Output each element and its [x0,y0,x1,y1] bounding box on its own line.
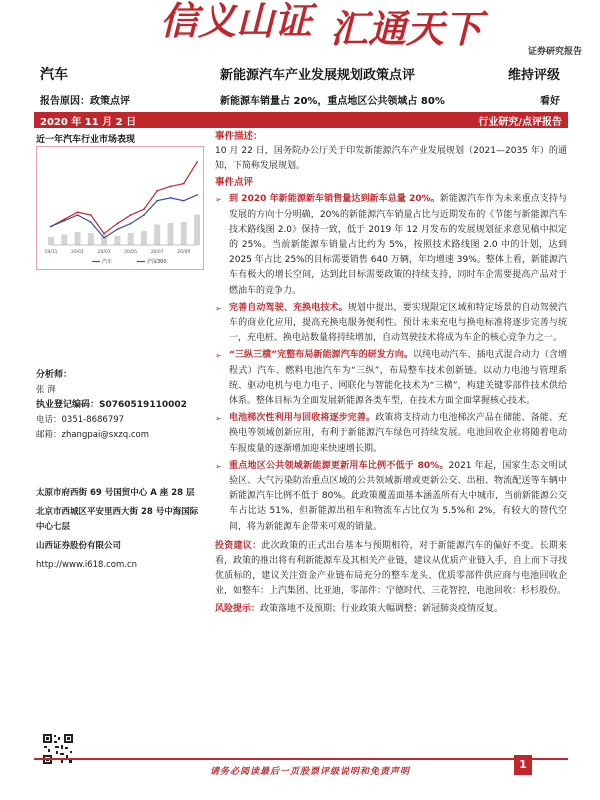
bullet-5-text: 2021 年起，国家生态文明试验区、大气污染防治重点区域的公共领域新增或更新公交、出租、物流配送等车辆中新能源汽车比例不低于 80%。此政策覆盖面基本涵盖所有大中城市，当前新能源公交车占比达 51%，但新能源出租车和物流车占比仅为 5.5%和 2%，有较大的替代空间，将为新能源车企带来可观的销量。 [229,460,567,532]
data-point [77,211,79,213]
bullet-4-text: 政策将支持动力电池梯次产品在储能、备能、充换电等领域创新应用，有利于新能源汽车绿色可持续发展。电池回收企业将随着电动车报废量的逐渐增加迎来快速增长期。 [229,413,567,454]
data-point [183,183,185,185]
bullet-2-text: 规划中提出，要实现限定区域和特定场景的自动驾驶汽车的商业化应用，提高充换电服务便利性。预计未来充电与换电标准将逐步完善与统一，充电桩、换电站数量将持续增加，自动驾驶技术将成为车企的核心竞争力之一。 [229,302,567,344]
comment-heading: 事件点评 [215,177,254,189]
data-point [103,237,105,239]
qr-code-icon [42,733,74,765]
volume-bar [88,233,94,245]
view: 看好 [540,96,560,107]
rating: 维持评级 [507,68,560,83]
report-type: 证券研究报告 [527,47,582,57]
report-title: 新能源汽车产业发展规划政策点评 [220,68,416,83]
data-point [170,186,172,188]
volume-bar [75,232,81,245]
arrow-icon: ➢ [215,461,222,471]
volume-bar [154,225,160,246]
phone: 电话：0351-8686797 [36,415,125,425]
x-tick-label: 20/07 [150,250,164,255]
bullet-1-text: 新能源汽车作为未来重点支持与发展的方向十分明确，20%的新能源汽车销量占比与近期发布的《节能与新能源汽车技术路线图 2.0》保持一致，低于 2019 年 12 月发布的发展规划征求意见稿中拟定的 25%。当前新能源车销量占比约为 5%，按照技术路线图 2.0 中的计划，达到 2025 年占比 25%的目标需要销售 640 万辆，年均增速 39%。整体上看，新能源汽车有极大的增长空间，达到此目标需要政策的持续支持，同时车企需要提高产品对于燃油车的竞争力。 [229,194,567,296]
series-line-0 [51,162,197,233]
bullet-3 [215,348,567,409]
volume-bar [194,215,200,246]
investment-advice [215,539,567,600]
data-point [116,228,118,230]
bullet-5-title: 重点地区公共领域新能源更新用车比例不低于 80%。 [229,460,449,471]
data-point [196,194,198,196]
data-point [156,190,158,192]
data-point [170,197,172,199]
legend-label: 汽车 [102,259,113,265]
data-point [196,161,198,163]
bullet-2-title: 完善自动驾驶、充换电技术。 [229,302,348,313]
analyst-info [36,368,204,443]
data-point [63,220,65,222]
x-tick-label: 20/01 [71,250,85,255]
bullet-1 [215,192,567,298]
event-text: 10 月 22 日，国务院办公厅关于印发新能源汽车产业发展规划（2021—2035 年）的通知，下简称发展规划。 [215,146,567,172]
invest-text: 此次政策的正式出台基本与预期相符，对于新能源汽车的偏好不变。长期来看，政策的推出将有利新能源车及其相关产业链，建议从优质产业链入手，自上而下寻找优质标的，建议关注资金产业链布局充分的整车龙头、优质零部件供应商与电池回收企业，如整车：上汽集团、比亚迪，零部件：宁德时代、三花智控，电池回收：杉杉股份。 [215,540,567,597]
arrow-icon: ➢ [215,414,222,424]
x-tick-label: 19/11 [44,250,58,255]
report-subtitle: 新能源车销量占 20%，重点地区公共领域占 80% [220,96,445,107]
header-row-2 [40,92,560,110]
email: 邮箱：zhangpai@sxzq.com [36,430,149,440]
bullet-4 [215,411,567,457]
arrow-icon: ➢ [215,351,222,361]
data-point [130,214,132,216]
data-point [143,214,145,216]
risk-text: 政策落地不及预期；行业政策大幅调整；新冠肺炎疫情反复。 [260,603,504,614]
data-point [183,200,185,202]
data-point [103,233,105,235]
address-beijing: 北京市西城区平安里西大街 28 号中海国际中心七层 [36,507,199,532]
analyst-name: 张 湃 [36,385,56,395]
svg-text:信义山证: 信义山证 [160,0,313,43]
x-tick-label: 20/05 [124,250,138,255]
data-point [90,221,92,223]
footer-divider [34,758,568,760]
performance-chart [36,146,204,270]
report-date: 2020 年 11 月 2 日 [40,117,137,128]
risk-label: 风险提示： [215,603,261,614]
risk-warning [215,602,567,617]
bullet-4-title: 电池梯次性利用与回收将逐步完善。 [229,413,376,424]
volume-bar [48,237,54,245]
volume-bar [61,235,67,246]
chart-svg [37,147,203,269]
main-content [215,128,567,617]
company-info [36,486,204,573]
address-taiyuan: 太原市府西街 69 号国贸中心 A 座 28 层 [36,488,195,498]
volume-bar [141,231,147,245]
bullet-2 [215,301,567,347]
data-point [116,223,118,225]
arrow-icon: ➢ [215,303,222,313]
x-tick-label: 20/03 [97,250,111,255]
disclaimer-notice: 请务必阅读最后一页股票评级说明和免责声明 [210,767,411,777]
bullet-5 [215,459,567,535]
svg-text:汇通天下: 汇通天下 [330,6,483,48]
bullet-3-title: “三纵三横”完整布局新能源汽车的研发方向。 [229,350,414,361]
sidebar [34,128,204,763]
arrow-icon: ➢ [215,195,222,205]
chart-title: 近一年汽车行业市场表现 [36,135,136,145]
data-point [130,223,132,225]
bullet-3-text: 以纯电动汽车、插电式混合动力（含增程式）汽车、燃料电池汽车为“三纵”，布局整车技术创新链。以动力电池与管理系统、驱动电机与电力电子、网联化与智能化技术为“三横”，构建关键零部件技术供给体系。整体目标为全面发展新能源各类车型，在技术方面全面掌握核心技术。 [229,350,567,407]
x-tick-label: 20/09 [177,250,191,255]
brand-logo [120,0,530,48]
date-bar [34,112,568,128]
data-point [90,214,92,216]
bullet-1-title: 到 2020 年新能源新车销售量达到新车总量 20%。 [229,194,440,205]
event-heading: 事件描述： [215,131,263,142]
data-point [50,226,52,228]
legend-label: 沪深300 [147,259,167,265]
volume-bar [114,236,120,245]
company-name: 山西证券股份有限公司 [36,541,122,551]
volume-bar [181,222,187,245]
website-link[interactable]: http://www.i618.com.cn [36,560,138,570]
analyst-label: 分析师： [36,370,73,380]
header-row-1 [40,64,560,86]
volume-bar [128,233,134,245]
data-point [77,214,79,216]
data-point [156,200,158,202]
report-reason: 报告原因：政策点评 [40,96,130,107]
data-point [143,208,145,210]
industry: 汽车 [40,67,68,83]
volume-bar [167,223,173,245]
invest-label: 投资建议： [215,540,262,551]
series-line-1 [51,195,197,238]
report-category: 行业研究/点评报告 [478,117,562,128]
page-number: 1 [514,755,532,775]
cert-no: 执业登记编码：S0760519110002 [36,400,187,410]
